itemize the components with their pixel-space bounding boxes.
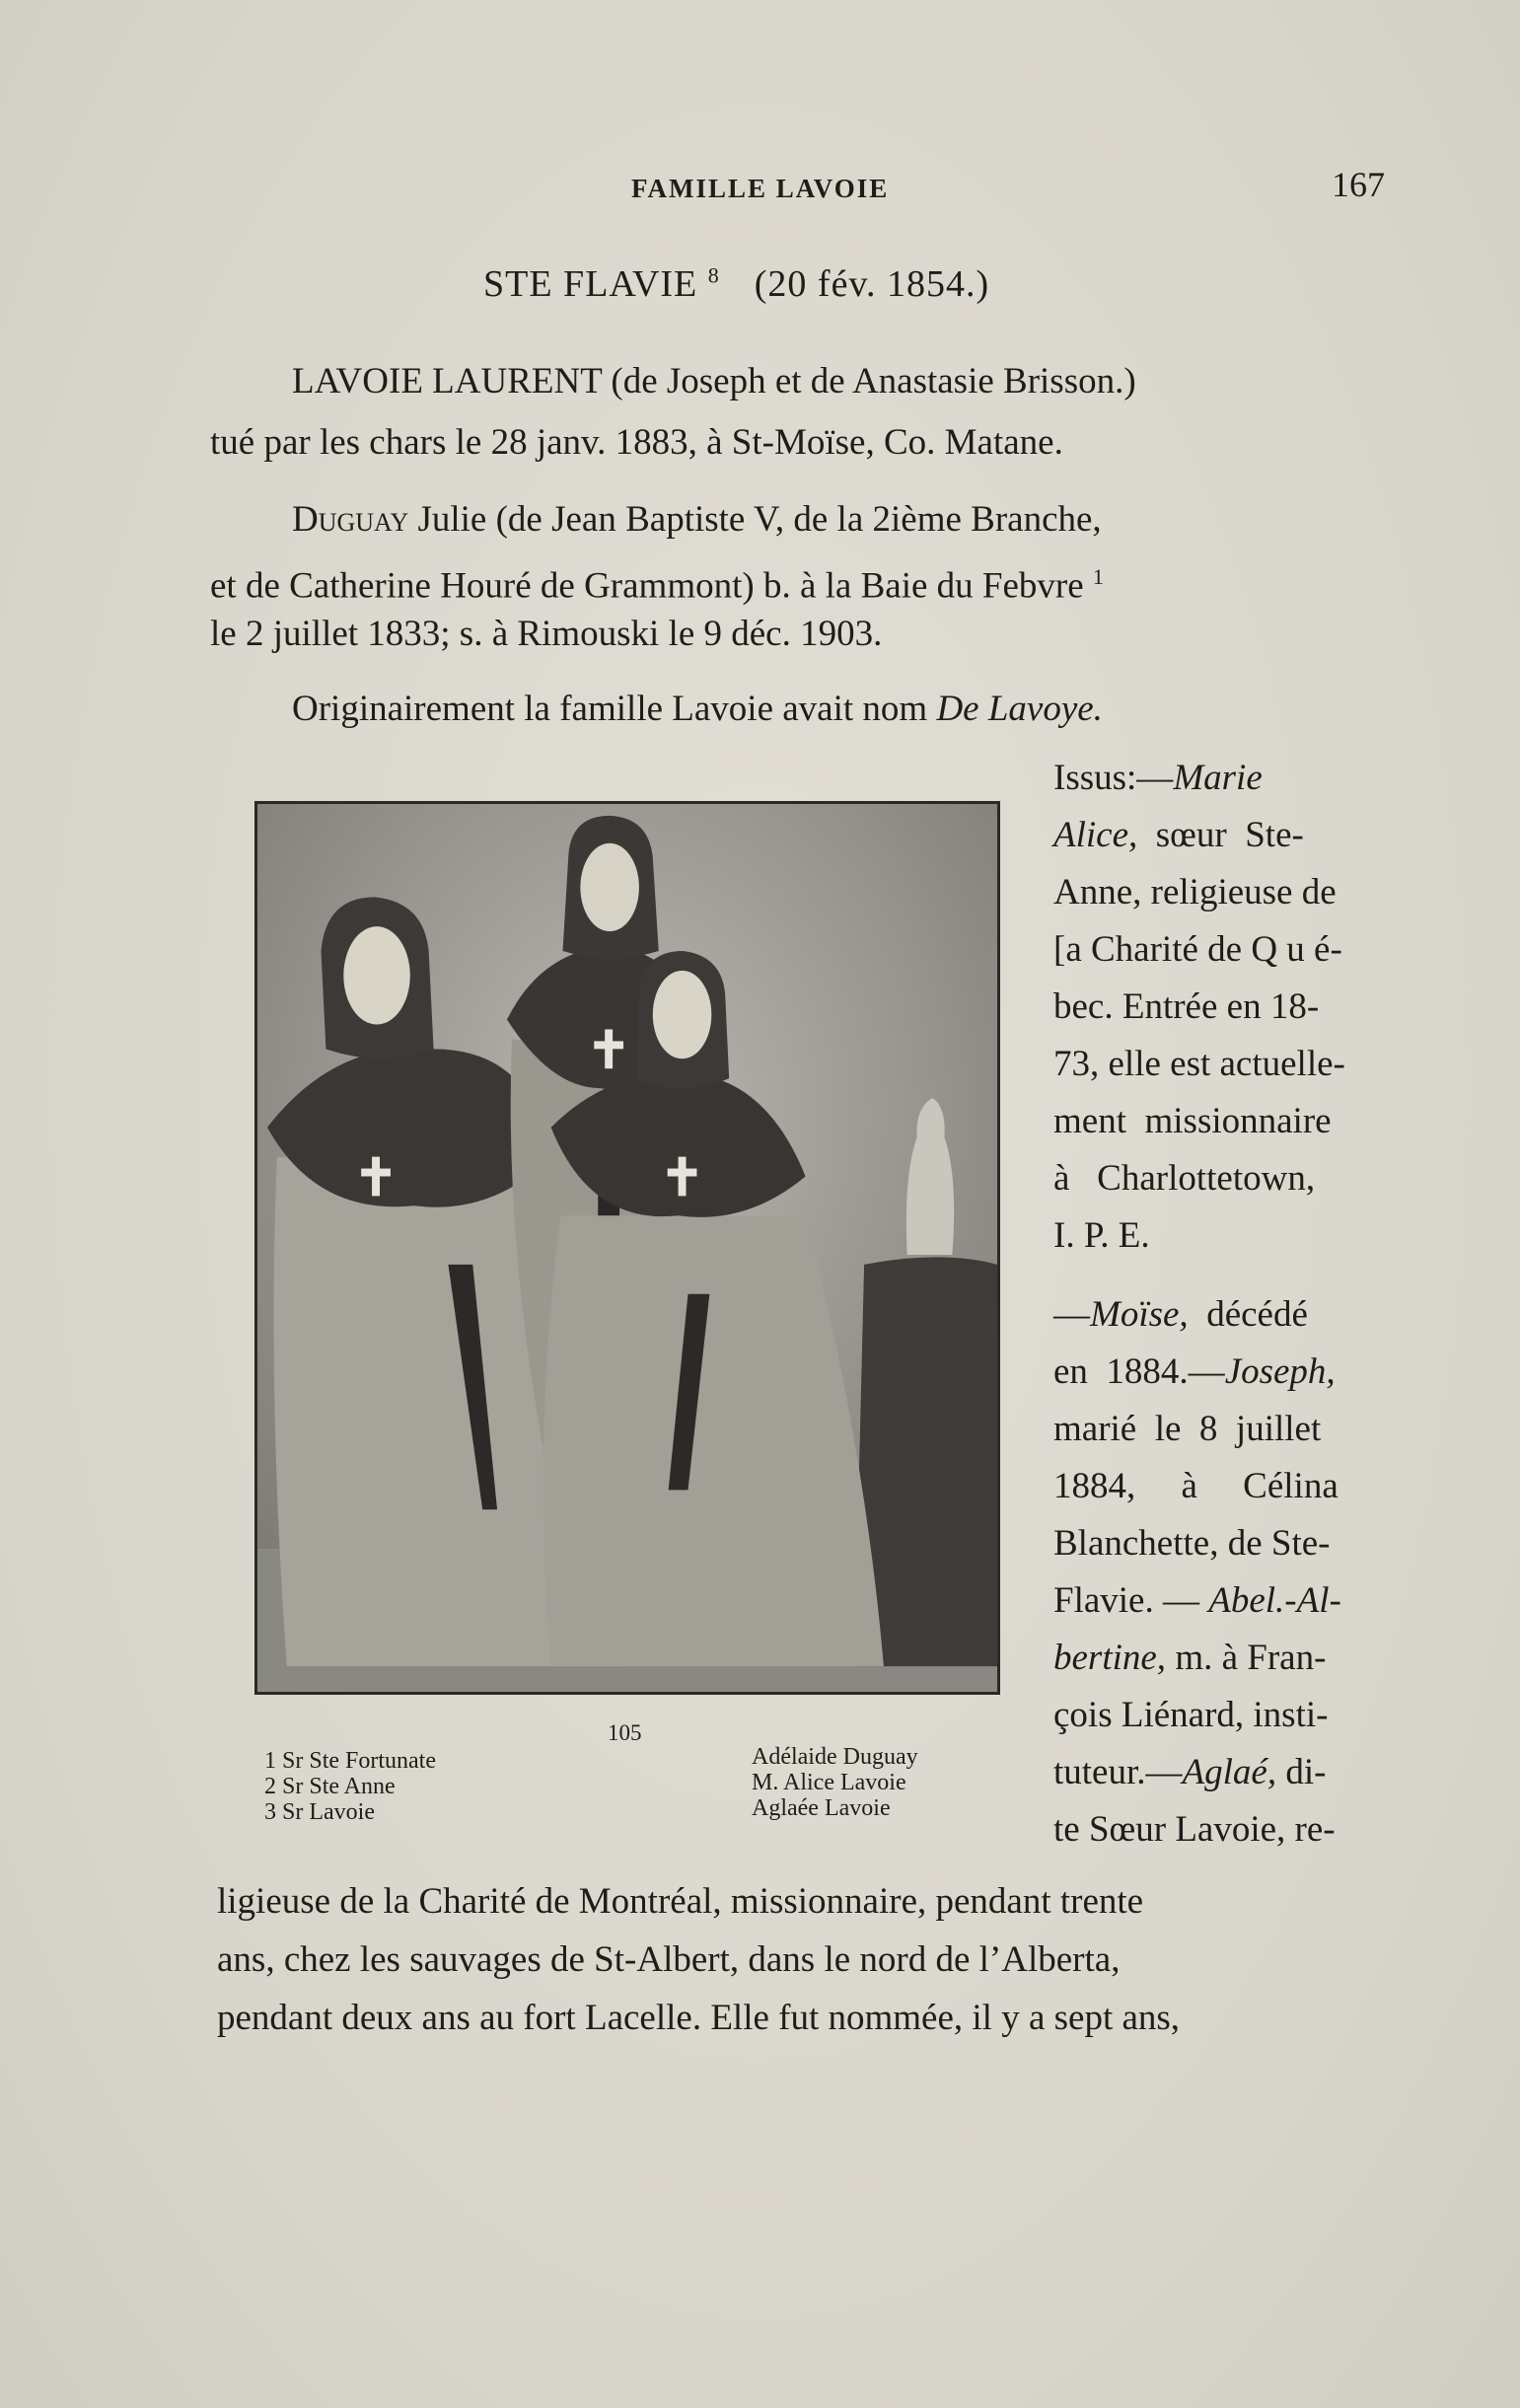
continuation-line-2: ans, chez les sauvages de St-Albert, dans le nord de l’Alberta, — [217, 1939, 1121, 1980]
photograph-three-sisters — [254, 801, 1000, 1695]
issue-line-segment: ment missionnaire — [1053, 1101, 1332, 1141]
spouse-line-1 — [292, 491, 1102, 548]
issue-line-segment: [a Charité de Q u é- — [1053, 929, 1342, 970]
origin-name: De Lavoye. — [936, 689, 1103, 729]
issue-line-segment: Alice, — [1053, 815, 1138, 855]
footnote-marker: 1 — [1092, 564, 1104, 589]
issue-line-segment: di- — [1276, 1752, 1327, 1792]
issue-line-segment: marié le 8 juillet — [1053, 1409, 1322, 1449]
issue-line — [1053, 750, 1345, 807]
issue-line-segment: tuteur.— — [1053, 1752, 1183, 1792]
entry-parents: (de Joseph et de Anastasie Brisson.) — [602, 361, 1136, 401]
issue-line — [1053, 1744, 1345, 1801]
section-title — [483, 262, 989, 306]
issue-line — [1053, 1036, 1345, 1093]
issue-line-segment: Moïse, — [1090, 1294, 1189, 1335]
issue-line — [1053, 1093, 1345, 1150]
section-date: (20 fév. 1854.) — [754, 263, 990, 305]
issue-line-segment: Blanchette, de Ste- — [1053, 1523, 1331, 1564]
origin-line — [292, 681, 1103, 738]
page-number: 167 — [1332, 165, 1385, 204]
issue-line-segment: en 1884.— — [1053, 1351, 1225, 1392]
section-title-note: 8 — [707, 262, 720, 288]
entry-line-1 — [292, 353, 1136, 410]
issue-line-segment: 1884, à Célina — [1053, 1466, 1339, 1506]
issue-line-segment: 73, elle est actuelle- — [1053, 1044, 1345, 1084]
issue-line — [1053, 1630, 1345, 1687]
issue-line-segment: te Sœur Lavoie, re- — [1053, 1809, 1336, 1850]
issue-line — [1053, 1150, 1345, 1207]
issue-line — [1053, 921, 1345, 979]
spouse-parents: Julie (de Jean Baptiste V, de la 2ième Branche, — [408, 499, 1102, 540]
issue-line-segment: Marie — [1173, 758, 1263, 798]
photograph-drawing — [257, 804, 997, 1692]
issue-line-segment: Anne, religieuse de — [1053, 872, 1337, 912]
issue-column — [1053, 750, 1345, 1859]
continuation-line-1: ligieuse de la Charité de Montréal, missionnaire, pendant trente — [217, 1881, 1144, 1922]
issue-line-segment: çois Liénard, insti- — [1053, 1695, 1329, 1735]
issue-line — [1053, 1207, 1345, 1265]
issue-line — [1053, 1344, 1345, 1401]
caption-right-1: Adélaide Duguay — [752, 1744, 918, 1770]
continuation-line-3: pendant deux ans au fort Lacelle. Elle fut nommée, il y a sept ans, — [217, 1998, 1181, 2038]
issue-line — [1053, 1265, 1345, 1286]
issue-line — [1053, 1401, 1345, 1458]
issue-line — [1053, 807, 1345, 864]
caption-left-2: 2 Sr Ste Anne — [264, 1774, 396, 1799]
issue-line — [1053, 1572, 1345, 1630]
section-title-text: STE FLAVIE — [483, 263, 698, 305]
caption-right — [752, 1744, 918, 1821]
issue-line — [1053, 1286, 1345, 1344]
issue-line — [1053, 1515, 1345, 1572]
running-title: FAMILLE LAVOIE — [631, 174, 890, 203]
issue-line — [1053, 864, 1345, 921]
issue-line-segment: — — [1053, 1294, 1090, 1335]
origin-text: Originairement la famille Lavoie avait nom — [292, 689, 937, 729]
issue-line-segment: bec. Entrée en 18- — [1053, 986, 1320, 1027]
spouse-line-3: le 2 juillet 1833; s. à Rimouski le 9 déc. 1903. — [210, 614, 883, 654]
caption-right-2: M. Alice Lavoie — [752, 1770, 906, 1795]
issue-line-segment: Aglaé, — [1182, 1752, 1277, 1792]
issue-line — [1053, 979, 1345, 1036]
caption-left — [264, 1748, 436, 1825]
issue-line-segment: Joseph, — [1224, 1351, 1336, 1392]
plate-number: 105 — [608, 1720, 642, 1745]
issue-line-segment: à Charlottetown, — [1053, 1158, 1316, 1199]
issue-line-segment: I. P. E. — [1053, 1215, 1150, 1256]
issue-line-segment: sœur Ste- — [1137, 815, 1304, 855]
issue-line — [1053, 1458, 1345, 1515]
entry-line-2: tué par les chars le 28 janv. 1883, à St-Moïse, Co. Matane. — [210, 422, 1063, 463]
caption-left-3: 3 Sr Lavoie — [264, 1799, 375, 1825]
issue-line-segment: Flavie. — — [1053, 1580, 1209, 1621]
issue-line-segment: bertine, — [1053, 1638, 1167, 1678]
caption-right-3: Aglaée Lavoie — [752, 1795, 891, 1821]
entry-name: LAVOIE LAURENT — [292, 361, 603, 401]
caption-left-1: 1 Sr Ste Fortunate — [264, 1748, 436, 1774]
issue-line — [1053, 1801, 1345, 1859]
issue-line-segment: m. à Fran- — [1166, 1638, 1327, 1678]
spouse-surname: Duguay — [292, 499, 409, 540]
issue-line — [1053, 1687, 1345, 1744]
issue-line-segment: décédé — [1188, 1294, 1308, 1335]
spouse-baptism: et de Catherine Houré de Grammont) b. à la Baie du Febvre — [210, 565, 1084, 607]
issue-line-segment: Issus:— — [1053, 758, 1174, 798]
issue-line-segment: Abel.-Al- — [1208, 1580, 1341, 1621]
